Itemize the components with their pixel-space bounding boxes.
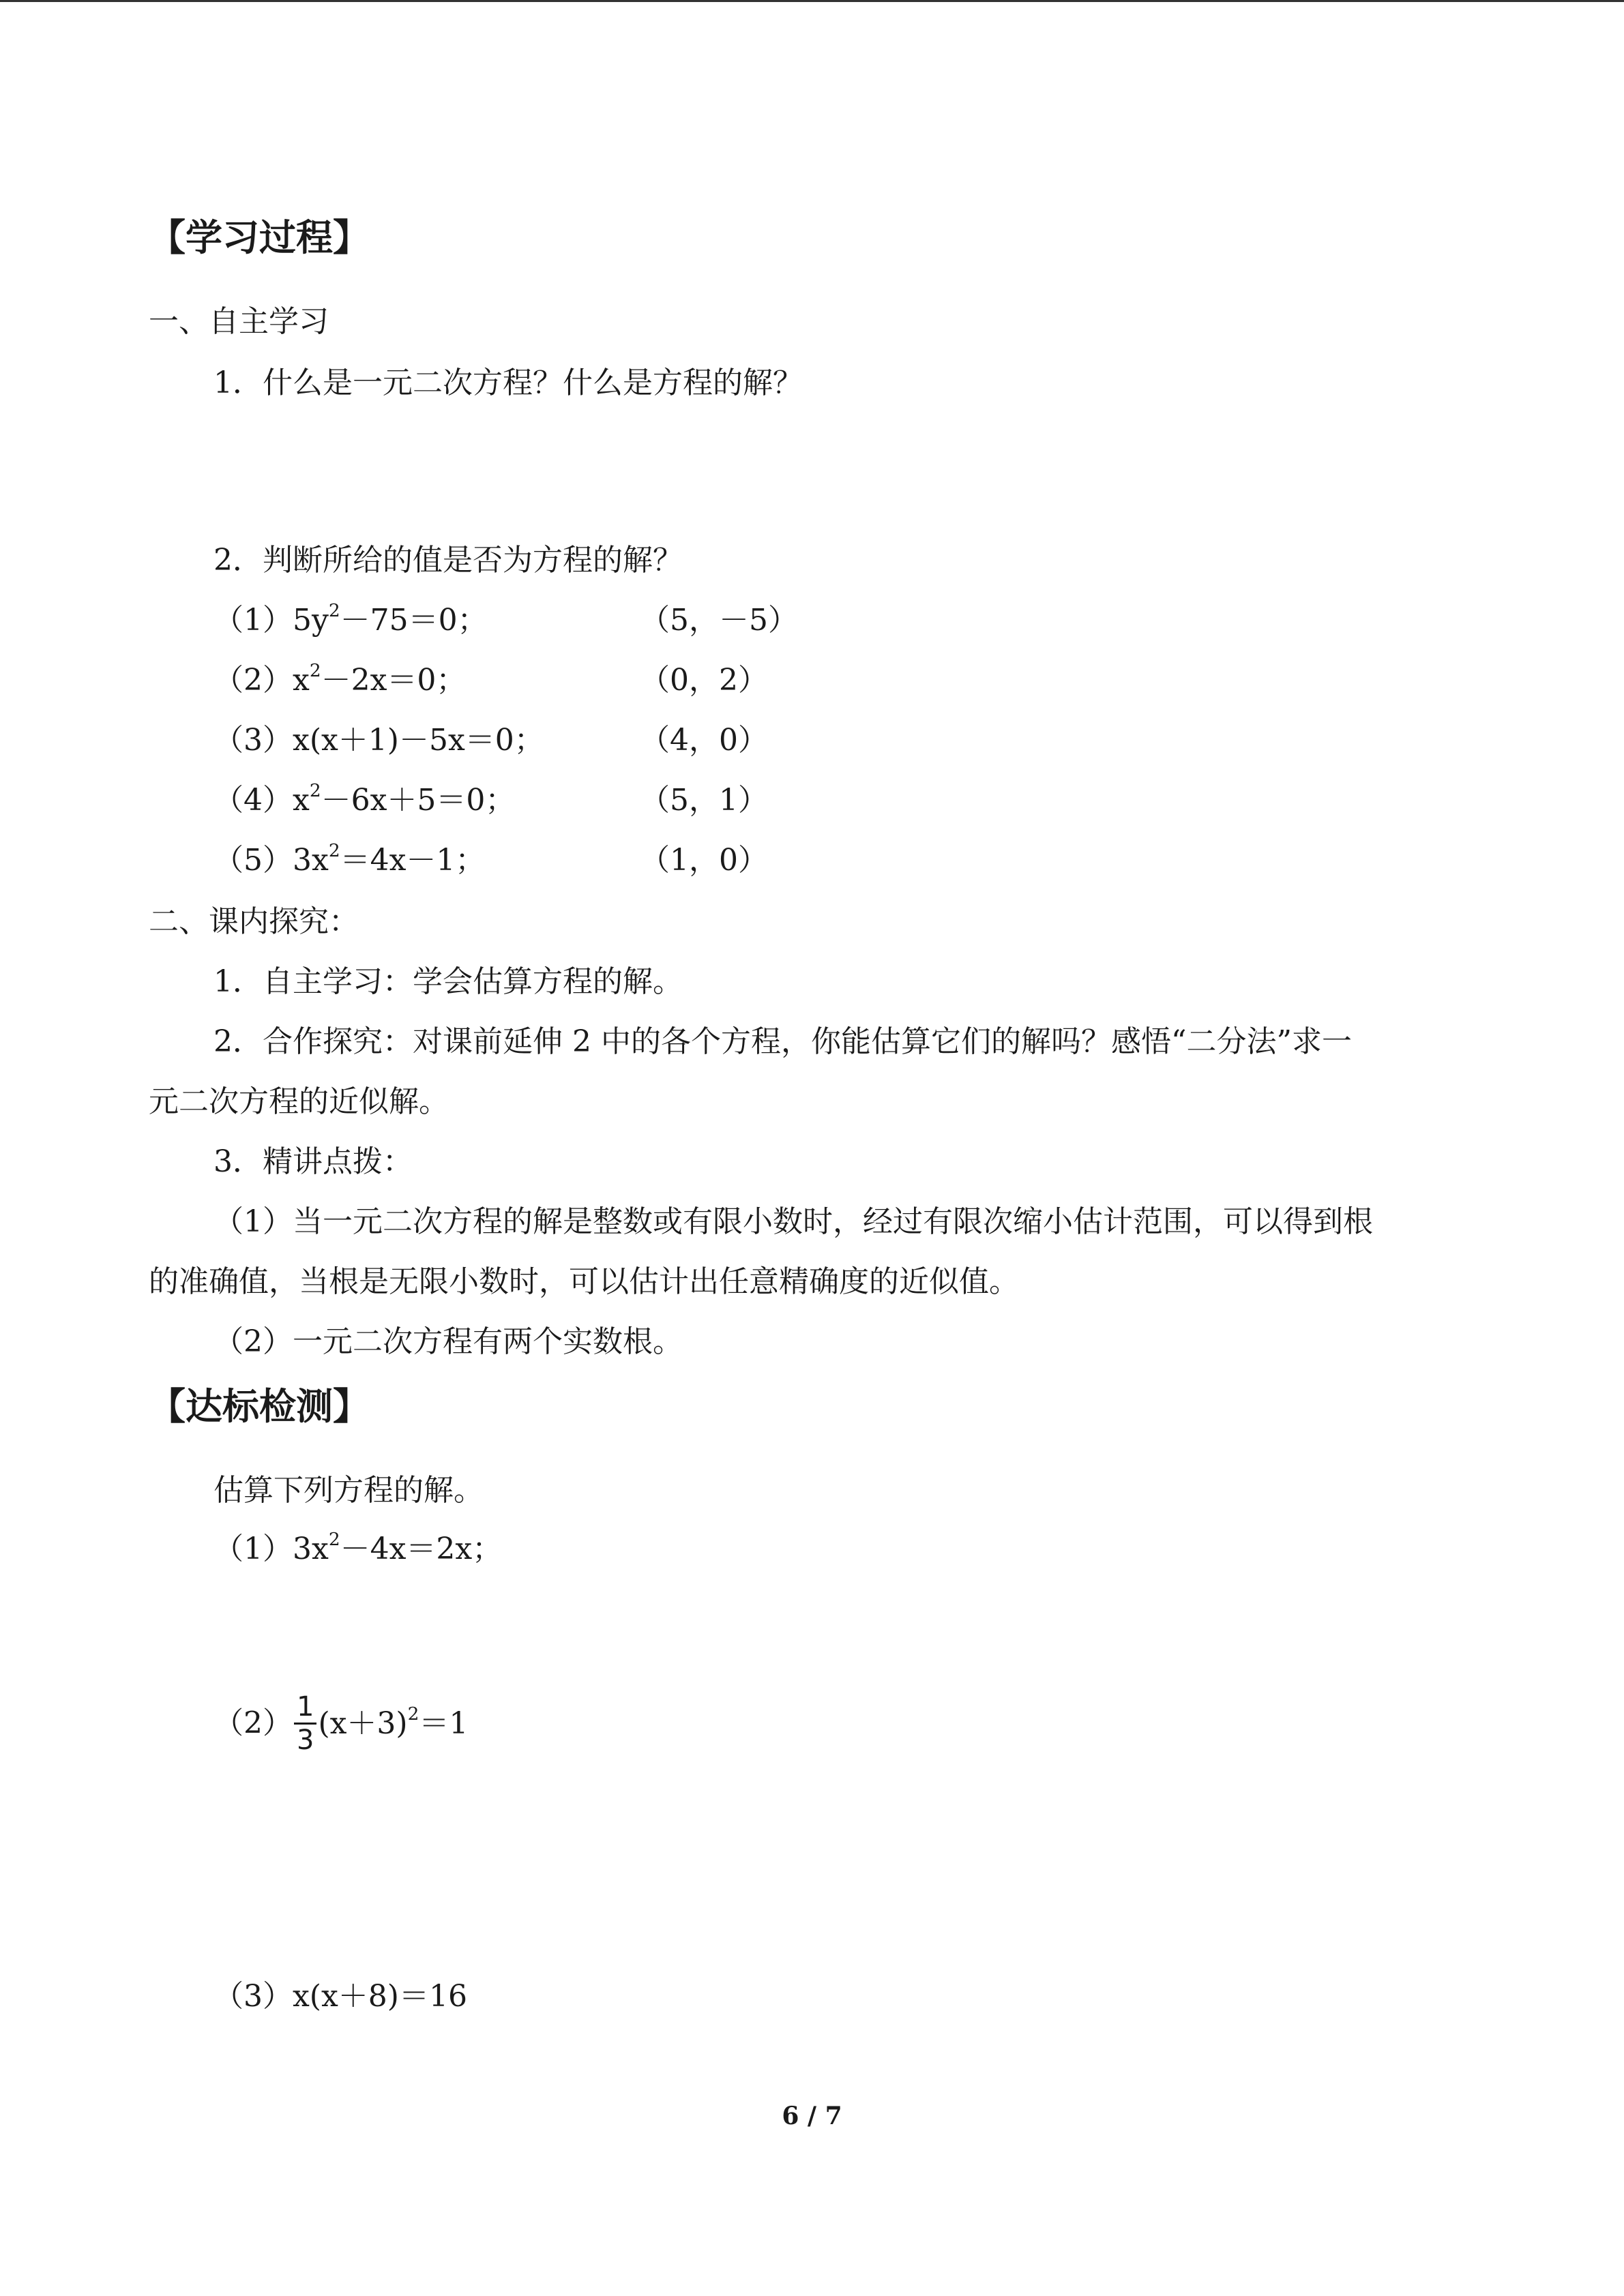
- fraction-one-third: $\frac{1}{3}$: [294, 1693, 316, 1755]
- test-item-3: （3）x(x＋8)＝16: [213, 1979, 467, 2014]
- explore-item-2-line1: 2．合作探究：对课前延伸 2 中的各个方程，你能估算它们的解吗？感悟“二分法”求一: [213, 1024, 1352, 1059]
- judge-item-1: $(1)5y^2-75=0$；: [213, 600, 488, 638]
- explore-item-3: 3．精讲点拨：: [213, 1144, 413, 1179]
- page-number: 6 / 7: [782, 2102, 842, 2130]
- judge-values-3: （4，0）: [640, 723, 768, 758]
- judge-item-4: $(4)x^2-6x+5=0$；: [213, 780, 516, 818]
- judge-item-5: $(5)3x^2=4x-1$；: [213, 840, 486, 878]
- point-1-line2: 的准确值，当根是无限小数时，可以估计出任意精确度的近似值。: [149, 1264, 1019, 1299]
- section-self-study: 一、自主学习: [149, 304, 329, 339]
- point-2: （2）一元二次方程有两个实数根。: [213, 1324, 683, 1359]
- judge-values-2: （0，2）: [640, 663, 768, 698]
- judge-item-2: $(2)x^2-2x=0$；: [213, 660, 467, 698]
- heading-learning-process: 【学习过程】: [149, 216, 370, 259]
- heading-assessment: 【达标检测】: [149, 1385, 370, 1428]
- question-2: 2．判断所给的值是否为方程的解？: [213, 543, 683, 578]
- question-1: 1．什么是一元二次方程？什么是方程的解？: [213, 366, 803, 400]
- estimate-instruction: 估算下列方程的解。: [213, 1473, 484, 1508]
- judge-values-1: （5，－5）: [640, 603, 798, 638]
- top-border: [0, 0, 1624, 2]
- point-1-line1: （1）当一元二次方程的解是整数或有限小数时，经过有限次缩小估计范围，可以得到根: [213, 1204, 1373, 1239]
- explore-item-1: 1．自主学习：学会估算方程的解。: [213, 964, 683, 999]
- judge-values-4: （5，1）: [640, 783, 768, 818]
- test-item-1: $(1)3x^2-4x=2x$；: [213, 1529, 503, 1566]
- test-item-2: （2） $\frac{1}{3}$ $(x+3)^2=1$: [213, 1691, 469, 1756]
- section-explore: 二、课内探究：: [149, 904, 359, 939]
- judge-item-3: （3）x(x＋1)－5x＝0；: [213, 723, 544, 758]
- explore-item-2-line2: 元二次方程的近似解。: [149, 1084, 449, 1119]
- judge-values-5: （1，0）: [640, 843, 768, 878]
